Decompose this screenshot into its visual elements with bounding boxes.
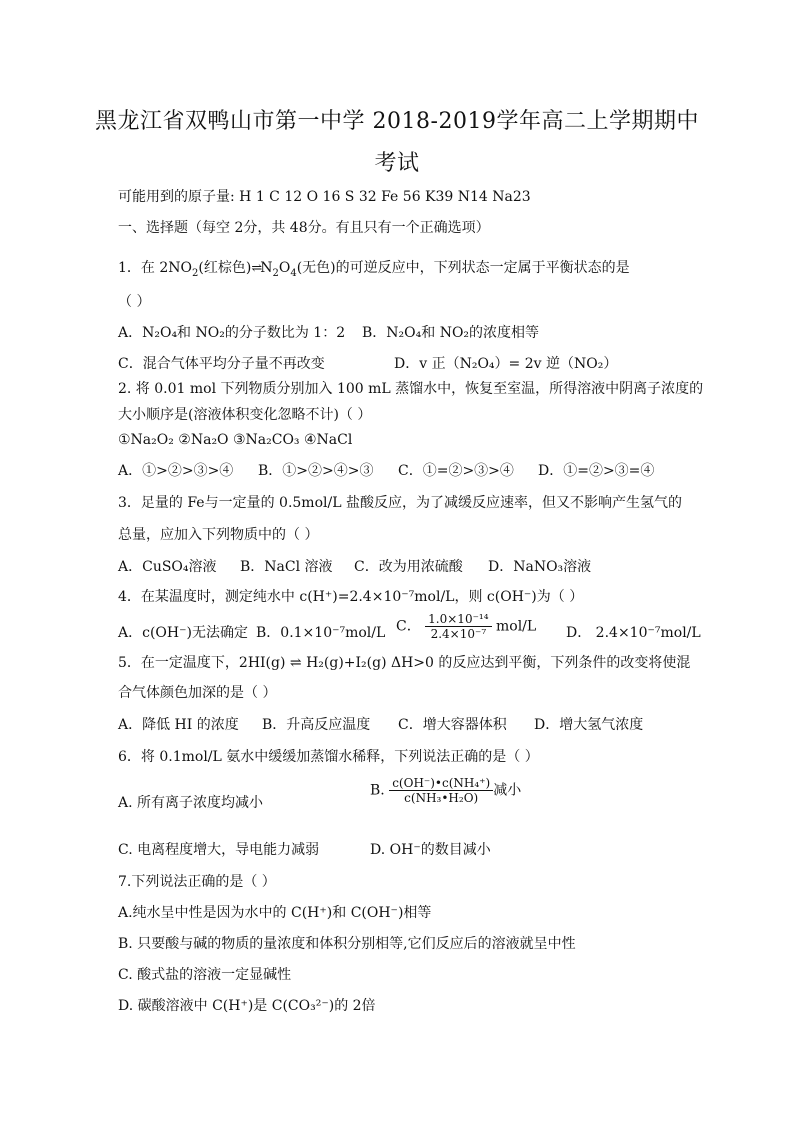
q1-paren: （ ） <box>118 294 151 310</box>
q3-line2: 总量，应加入下列物质中的（ ） <box>118 527 319 543</box>
page-title-line1: 黑龙江省双鸭山市第一中学 2018-2019学年高二上学期期中 <box>95 109 699 134</box>
q3-option-c: C．改为用浓硫酸 <box>354 559 463 575</box>
q1-option-c: C．混合气体平均分子量不再改变 <box>118 356 325 372</box>
q7-option-a: A.纯水呈中性是因为水中的 C(H⁺)和 C(OH⁻)相等 <box>118 905 432 921</box>
q4-fraction-denominator: 2.4×10⁻⁷ <box>430 627 487 641</box>
q2-line1: 2. 将 0.01 mol 下列物质分别加入 100 mL 蒸馏水中，恢复至室温，所得溶液中阴离子浓度的 <box>118 381 704 397</box>
q4-option-c <box>396 612 536 641</box>
q6-option-a: A. 所有离子浓度均减小 <box>118 795 264 811</box>
q4-option-a: A．c(OH⁻)无法确定 <box>118 625 248 641</box>
q7-option-d: D. 碳酸溶液中 C(H⁺)是 C(CO₃²⁻)的 2倍 <box>118 998 376 1014</box>
q1-stem-a: 1．在 2NO <box>118 260 192 276</box>
q3-option-b: B．NaCl 溶液 <box>240 559 333 575</box>
q4-option-d: D． 2.4×10⁻⁷mol/L <box>566 625 701 641</box>
atomic-masses: 可能用到的原子量: H 1 C 12 O 16 S 32 Fe 56 K39 N14 Na23 <box>118 189 531 205</box>
q2-option-b: B．①>②>④>③ <box>258 463 374 479</box>
q2-option-c: C．①=②>③>④ <box>398 463 514 479</box>
q1-stem-d: O <box>278 260 291 276</box>
q1-option-d: D．v 正（N₂O₄）= 2v 逆（NO₂） <box>394 356 618 372</box>
q3-option-d: D．NaNO₃溶液 <box>488 559 592 575</box>
q1-stem-c: N <box>260 260 273 276</box>
q1-stem: 1．在 $2NO_2$(红棕色)$\rightleftharpoons N_2O_4$(无色)的可逆反应中，下列状态一定属于平衡状态的是 <box>118 260 630 279</box>
q3-option-a: A．CuSO₄溶液 <box>118 559 217 575</box>
q2-option-a: A．①>②>③>④ <box>118 463 234 479</box>
q5-option-b: B．升高反应温度 <box>262 717 371 733</box>
q1-stem-b: (红棕色) <box>198 260 252 276</box>
q6-option-b-tail: 减小 <box>493 782 522 799</box>
q5-line2: 合气体颜色加深的是（ ） <box>118 685 277 701</box>
q2-line2: 大小顺序是(溶液体积变化忽略不计)（ ） <box>118 407 372 423</box>
q4-option-b: B．0.1×10⁻⁷mol/L <box>256 625 386 641</box>
equilibrium-arrow-icon: ⇌ <box>251 261 261 276</box>
q6-fraction <box>389 776 493 805</box>
q4-fraction <box>425 612 491 641</box>
q5-option-d: D．增大氢气浓度 <box>534 717 644 733</box>
q7-stem: 7.下列说法正确的是（ ） <box>118 874 276 890</box>
q6-stem: 6．将 0.1mol/L 氨水中缓缓加蒸馏水稀释，下列说法正确的是（ ） <box>118 749 539 765</box>
q1-option-b: B．N₂O₄和 NO₂的浓度相等 <box>362 325 540 341</box>
q5-option-c: C．增大容器体积 <box>398 717 507 733</box>
q6-option-b <box>370 776 521 805</box>
q6-option-b-label: B. <box>370 782 385 799</box>
page-title-line2: 考试 <box>374 151 420 176</box>
q5-line1: 5．在一定温度下，2HI(g) ⇌ H₂(g)+I₂(g) ΔH>0 的反应达到平衡，下列条件的改变将使混 <box>118 655 691 671</box>
q7-option-c: C. 酸式盐的溶液一定显碱性 <box>118 967 292 983</box>
q4-option-c-label: C． <box>396 618 421 635</box>
q4-fraction-numerator: 1.0×10⁻¹⁴ <box>425 612 491 627</box>
q7-option-b: B. 只要酸与碱的物质的量浓度和体积分别相等,它们反应后的溶液就呈中性 <box>118 936 576 952</box>
q6-option-c: C. 电离程度增大，导电能力减弱 <box>118 842 320 858</box>
q3-line1: 3．足量的 Fe与一定量的 0.5mol/L 盐酸反应，为了减缓反应速率，但又不影响产生氢气的 <box>118 495 682 511</box>
q4-option-c-unit: mol/L <box>496 618 537 635</box>
q6-fraction-denominator: c(NH₃•H₂O) <box>404 791 479 805</box>
section-heading: 一、选择题（每空 2分，共 48分。有且只有一个正确选项） <box>118 220 490 236</box>
q6-option-d: D. OH⁻的数目减小 <box>370 842 491 858</box>
q4-stem: 4．在某温度时，测定纯水中 c(H⁺)=2.4×10⁻⁷mol/L，则 c(OH⁻)为（ ） <box>118 589 584 605</box>
q1-option-a: A．N₂O₄和 NO₂的分子数比为 1：2 <box>118 325 346 341</box>
q2-option-d: D．①=②>③=④ <box>538 463 655 479</box>
q2-items: ①Na₂O₂ ②Na₂O ③Na₂CO₃ ④NaCl <box>118 432 353 448</box>
q6-fraction-numerator: c(OH⁻)•c(NH₄⁺) <box>389 776 493 791</box>
q1-stem-e: (无色)的可逆反应中，下列状态一定属于平衡状态的是 <box>296 260 630 276</box>
q5-option-a: A．降低 HI 的浓度 <box>118 717 239 733</box>
